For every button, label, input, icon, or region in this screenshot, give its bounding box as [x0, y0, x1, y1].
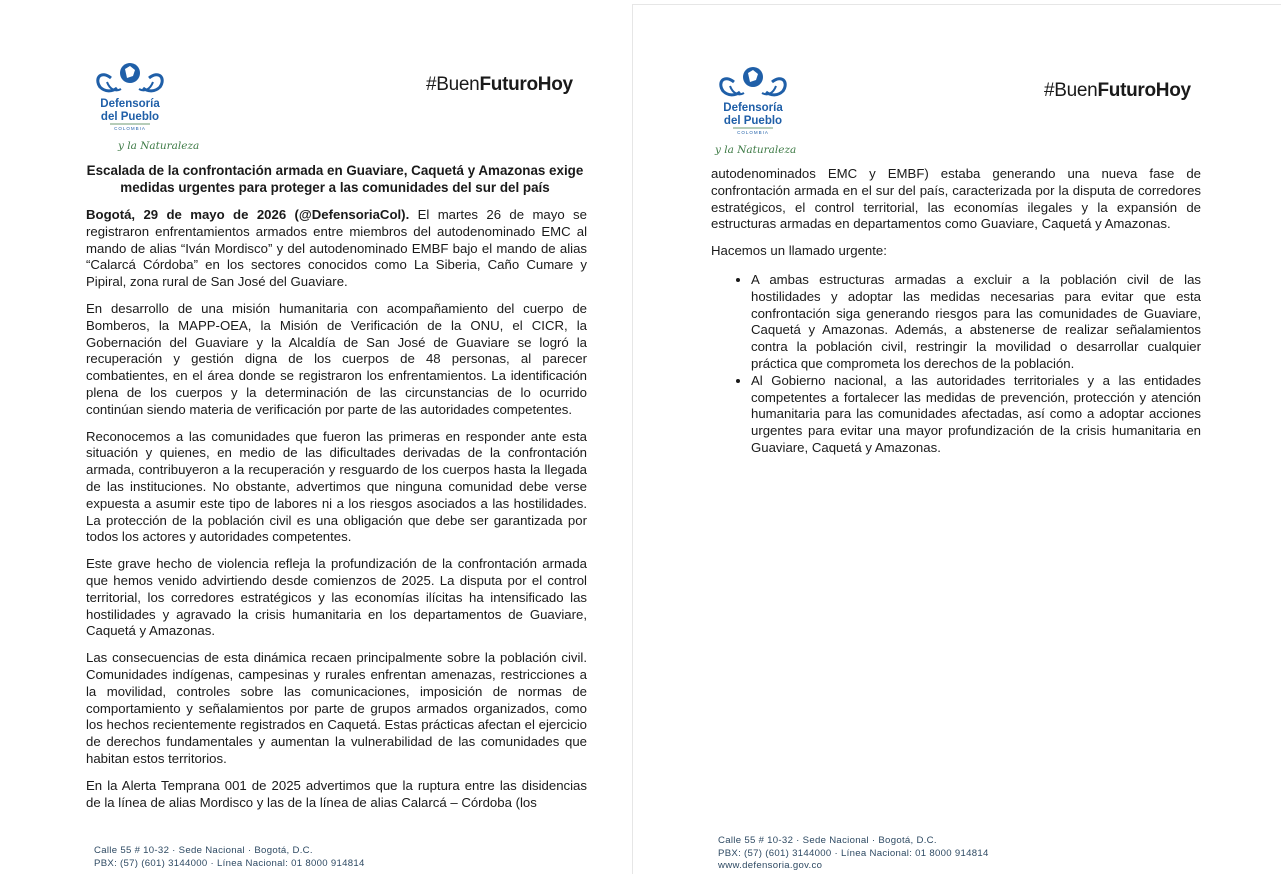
dateline: Bogotá, 29 de mayo de 2026 (@DefensoriaCol). — [86, 207, 410, 222]
brand-country: COLOMBIA — [737, 130, 769, 135]
paragraph-4: Este grave hecho de violencia refleja la profundización de la confrontación armada que hemos venido advirtiendo desde comienzos de 2025. La disputa por el control territorial, los corredores estratégicos y las economías ilícitas ha intensificado las hostilidades y agravado la crisis humanitaria en los departamentos de Guaviare, Caquetá y Amazonas. — [86, 556, 587, 639]
brand-name-line2: del Pueblo — [100, 111, 160, 123]
hashtag-prefix: #Buen — [426, 74, 480, 95]
brand-tagline: y la Naturaleza — [715, 144, 797, 156]
defensoria-logo — [70, 58, 200, 158]
paragraph-3: Reconocemos a las comunidades que fueron las primeras en responder ante esta situación y quienes, en medio de las dificultades derivadas de la confrontación armada, contribuyeron a la recuperación y resguardo de los cuerpos hasta la llegada de las instituciones. No obstante, advertimos que ninguna comunidad debe verse expuesta a asumir este tipo de labores ni a los riesgos asociados a las hostilidades. La protección de la población civil es una obligación que debe ser garantizada por todos los actores y autoridades competentes. — [86, 428, 587, 545]
brand-name-line1: Defensoría — [723, 102, 783, 114]
page2-body — [711, 166, 1201, 457]
list-item: • Al Gobierno nacional, a las autoridades territoriales y a las entidades competentes a fortalecer las medidas de prevención, protección y atención humanitaria para las comunidades afectadas, así como a adoptar acciones urgentes para evitar una mayor profundización de la crisis humanitaria en Guaviare, Caquetá y Amazonas. — [751, 373, 1201, 457]
paragraph-continued: autodenominados EMC y EMBF) estaba generando una nueva fase de confrontación armada en el sur del país, caracterizada por la disputa de corredores estratégicos, el control territorial, las economías ilegales y la expansión de estructuras armadas en departamentos como Guaviare, Caquetá y Amazonas. — [711, 166, 1201, 232]
defensoria-logo — [693, 62, 813, 162]
footer-phone: PBX: (57) (601) 3144000 · Línea Nacional: 01 8000 914814 — [718, 847, 989, 859]
page1-body — [86, 207, 587, 821]
hashtag-prefix: #Buen — [1044, 80, 1098, 101]
hashtag — [426, 74, 573, 96]
hashtag-bold: FuturoHoy — [479, 74, 573, 95]
document-page-1 — [0, 0, 632, 873]
brand-tagline: y la Naturaleza — [118, 140, 200, 152]
page1-footer — [94, 845, 365, 870]
hashtag-bold: FuturoHoy — [1097, 80, 1191, 101]
paragraph-2: En desarrollo de una misión humanitaria con acompañamiento del cuerpo de Bomberos, la MAPP-OEA, la Misión de Verificación de la ONU, el CICR, la Gobernación del Guaviare y la Alcaldía de San José de Guaviare se logró la recuperación y gestión digna de los cuerpos de 48 personas, al parecer combatientes, en el área donde se registraron los enfrentamientos. La identificación plena de los cuerpos y la determinación de las circunstancias de lo ocurrido continúan siendo materia de verificación por parte de las autoridades competentes. — [86, 300, 587, 417]
press-release-title: Escalada de la confrontación armada en Guaviare, Caquetá y Amazonas exige medidas urgentes para proteger a las comunidades del sur del país — [86, 163, 584, 195]
footer-phone: PBX: (57) (601) 3144000 · Línea Nacional: 01 8000 914814 — [94, 857, 365, 869]
call-to-action: Hacemos un llamado urgente: — [711, 243, 887, 259]
footer-website: www.defensoria.gov.co — [718, 860, 823, 871]
brand-country: COLOMBIA — [114, 126, 146, 131]
paragraph-5: Las consecuencias de esta dinámica recaen principalmente sobre la población civil. Comunidades indígenas, campesinas y rurales enfrentan amenazas, restricciones a la movilidad, controles sobre las comunicaciones, imposición de normas de comportamiento y señalamientos por parte de grupos armados organizados, como los hechos recientemente registrados en Caquetá. Estas prácticas afectan el ejercicio de derechos fundamentales y aumentan la vulnerabilidad de las comunidades que habitan estos territorios. — [86, 650, 587, 766]
hashtag — [1044, 80, 1191, 102]
brand-name-line1: Defensoría — [100, 98, 160, 110]
paragraph-6: En la Alerta Temprana 001 de 2025 advertimos que la ruptura entre las disidencias de la línea de alias Mordisco y las de la línea de alias Calarcá – Córdoba (los — [86, 777, 587, 810]
footer-address: Calle 55 # 10-32 · Sede Nacional · Bogotá, D.C. — [718, 835, 937, 846]
page2-footer — [718, 835, 989, 873]
recommendations-list — [711, 272, 1201, 457]
paragraph-1-text: El martes 26 de mayo se registraron enfrentamientos armados entre miembros del autodenominado EMC al mando de alias “Iván Mordisco” y del autodenominado EMBF bajo el mando de alias “Calarcá Córdoba” en los sectores conocidos como La Siberia, Caño Cumare y Pipiral, zona rural de San José del Guaviare. — [86, 207, 587, 290]
list-item: • A ambas estructuras armadas a excluir a la población civil de las hostilidades y adoptar las medidas necesarias para evitar que esta confrontación siga generando riesgos para las comunidades de Guaviare, Caquetá y Amazonas. Además, a abstenerse de realizar señalamientos contra la población civil, restringir la movilidad o desarrollar cualquier práctica que comprometa los derechos de la población. — [751, 272, 1201, 373]
paragraph-1 — [86, 207, 587, 291]
footer-address: Calle 55 # 10-32 · Sede Nacional · Bogotá, D.C. — [94, 845, 313, 856]
document-page-2 — [632, 4, 1281, 874]
brand-name-line2: del Pueblo — [723, 115, 783, 127]
